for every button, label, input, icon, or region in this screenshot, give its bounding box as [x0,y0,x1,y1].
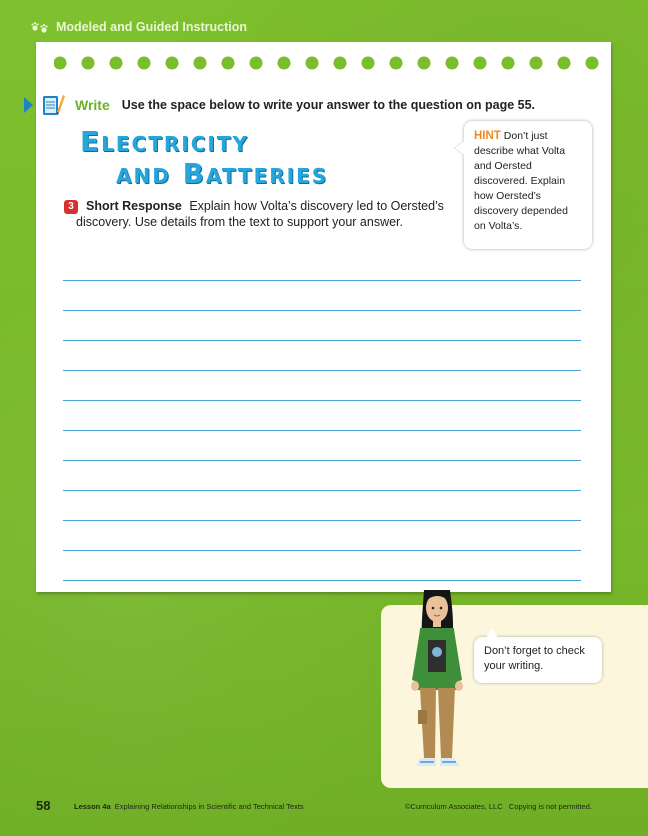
paw-prints-icon [30,19,50,35]
question-number-badge: 3 [64,200,78,214]
answer-line [63,460,581,461]
answer-line [63,370,581,371]
question-type: Short Response [86,199,182,213]
page-number: 58 [36,798,51,813]
answer-line [63,310,581,311]
title-line-2: and Batteries [116,157,329,190]
page-footer [0,796,648,816]
hint-label: HINT [474,130,501,142]
answer-line [63,490,581,491]
question-text-line-2: discovery. Use details from the text to support your answer. [76,215,403,229]
hint-callout-tail [455,141,464,155]
arrow-icon [24,97,33,113]
write-label: Write [75,97,110,113]
write-prompt [24,92,535,118]
answer-line [63,400,581,401]
copy-notice: Copying is not permitted. [508,802,592,811]
answer-line [63,340,581,341]
hint-callout [464,121,592,249]
lesson-title: Explaining Relationships in Scientific and Technical Texts [114,802,304,811]
student-character-illustration [398,580,478,780]
answer-line [63,550,581,551]
copyright: ©Curriculum Associates, LLC [405,802,503,811]
write-instruction: Use the space below to write your answer to the question on page 55. [121,98,536,112]
question-text-line-1: Explain how Volta’s discovery led to Oersted’s [189,199,444,213]
section-header [30,18,247,36]
lesson-info [74,802,304,811]
answer-line [63,520,581,521]
speech-bubble-tail [486,628,498,638]
answer-line [63,280,581,281]
punched-holes [54,54,599,72]
notebook-pencil-icon [41,92,65,118]
hint-text: Don’t just describe what Volta and Oersted discovered. Explain how Oersted’s discovery depended on Volta’s. [474,130,568,232]
answer-line [63,580,581,581]
answer-line [63,430,581,431]
section-title: Modeled and Guided Instruction [56,20,247,34]
reminder-speech-bubble [474,637,602,683]
lesson-number: Lesson 4a [74,802,111,811]
reminder-text: Don’t forget to check your writing. [484,645,585,672]
page-title [80,126,328,190]
title-line-1: Electricity [80,125,249,158]
question-prompt [64,198,444,230]
copyright-notice [405,802,592,811]
answer-lines[interactable] [63,280,581,610]
